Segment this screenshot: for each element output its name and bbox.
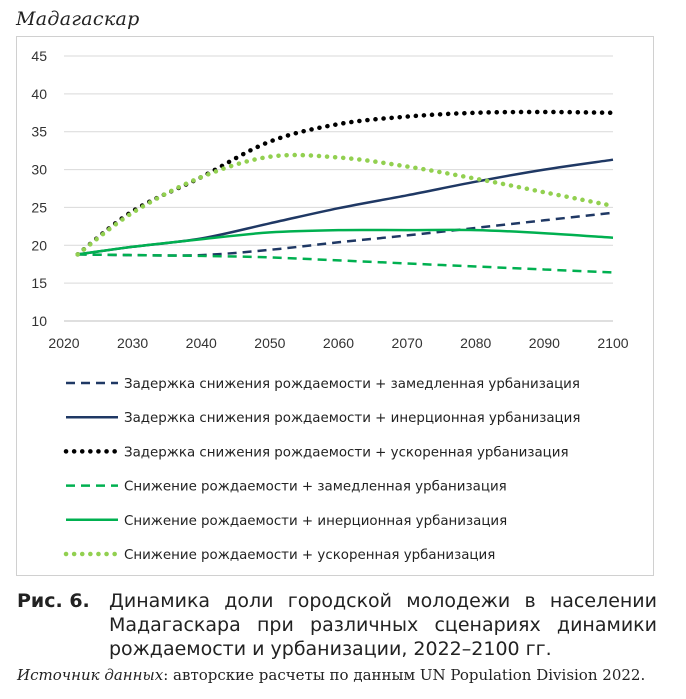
x-tick-label: 2040 (185, 335, 217, 351)
x-tick-label: 2070 (391, 335, 423, 351)
series-line-1 (78, 213, 613, 256)
source-text: : авторские расчеты по данным UN Population Division 2022. (163, 666, 646, 684)
y-tick-label: 25 (31, 199, 47, 216)
y-tick-label: 30 (31, 161, 47, 178)
source-note (17, 666, 677, 684)
x-tick-label: 2100 (597, 335, 629, 351)
x-tick-label: 2090 (528, 335, 560, 351)
y-tick-label: 15 (31, 275, 47, 292)
x-tick-label: 2080 (460, 335, 492, 351)
legend-label-2: Задержка снижения рождаемости + инерционная урбанизация (124, 411, 581, 427)
page-title: Мадагаскар (16, 8, 140, 30)
legend-label-5: Снижение рождаемости + инерционная урбанизация (124, 513, 508, 529)
figure-caption (17, 589, 657, 661)
x-tick-label: 2050 (254, 335, 286, 351)
series-line-5 (78, 230, 613, 255)
y-tick-label: 20 (31, 237, 47, 254)
x-tick-label: 2020 (48, 335, 80, 351)
legend-label-4: Снижение рождаемости + замедленная урбанизация (124, 479, 507, 495)
legend-label-6: Снижение рождаемости + ускоренная урбанизация (124, 548, 496, 563)
y-tick-label: 35 (31, 123, 47, 140)
y-tick-label: 40 (31, 85, 47, 102)
legend-label-1: Задержка снижения рождаемости + замедленная урбанизация (124, 377, 580, 392)
y-tick-label: 45 (31, 48, 47, 64)
x-tick-label: 2060 (322, 335, 355, 351)
caption-label: Рис. 6. (17, 590, 90, 612)
y-tick-label: 10 (31, 313, 47, 329)
series-line-4 (78, 254, 613, 272)
source-label: Источник данных (17, 666, 164, 684)
caption-text: Динамика доли городской молодежи в населении Мадагаскара при различных сценариях динамики рождаемости и урбанизации, 2022–2100 гг. (109, 590, 657, 660)
x-tick-label: 2030 (117, 335, 149, 351)
legend-label-3: Задержка снижения рождаемости + ускоренная урбанизация (124, 445, 569, 461)
